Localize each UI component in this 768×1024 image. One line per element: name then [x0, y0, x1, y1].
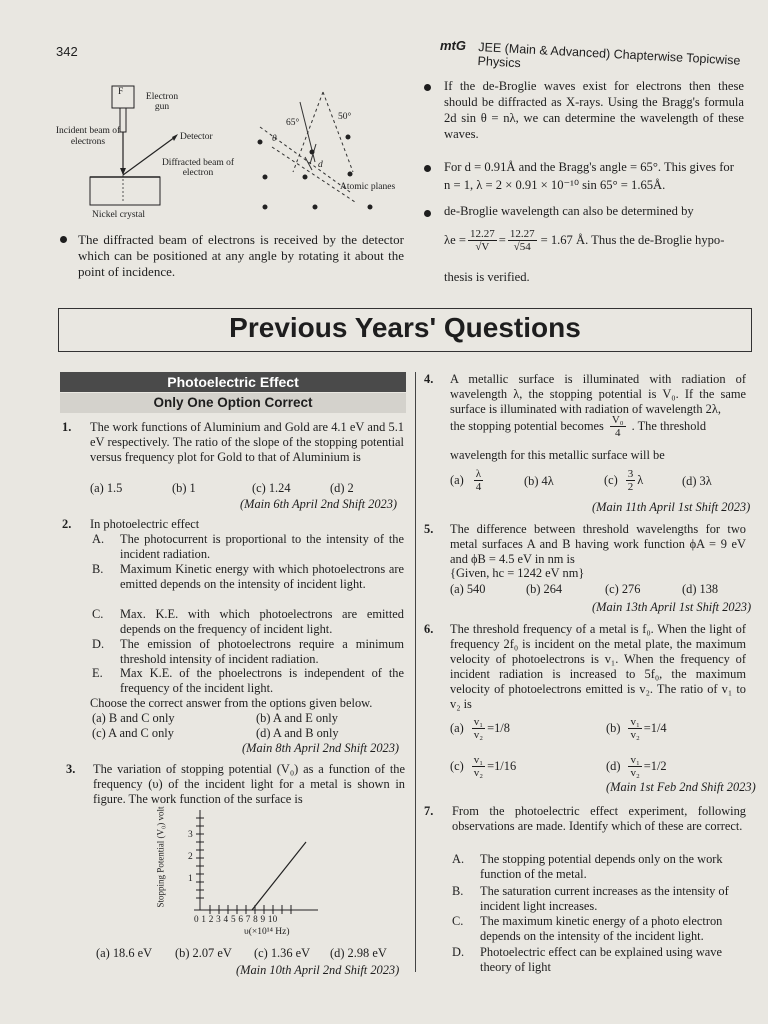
label-atomic-planes: Atomic planes [340, 182, 396, 192]
q7-stmt-B-label: B. [452, 884, 464, 898]
q6-b-value: 1/4 [650, 721, 667, 735]
q2-stmt-C: Max. K.E. with which photoelectrons are emitted depends on the frequency of incident light. [120, 607, 404, 636]
q6-option-a [450, 716, 510, 741]
q7-stmt-D-label: D. [452, 945, 465, 959]
q5-text: The difference between threshold wavelengths for two metal surfaces A and B having work function ϕA = 9 eV and ϕB = 4.5 eV in nm is [450, 522, 746, 566]
bullet-dot [424, 84, 431, 91]
q2-stmt-E-label: E. [92, 666, 103, 680]
q2-choose: Choose the correct answer from the options given below. [90, 696, 373, 710]
q1-option-c: (c) 1.24 [252, 481, 291, 495]
q2-stmt-E: Max K.E. of the phoelectrons is independent of the frequency of the incident light. [120, 666, 404, 695]
frac-num: v₁ [630, 754, 640, 766]
debroglie-equation [444, 228, 724, 253]
intro-right-bullet-2b: n = 1, λ = 2 × 0.91 × 10⁻¹⁰ sin 65° = 1.65Å. [444, 178, 666, 192]
q4-option-a [450, 468, 485, 493]
frac-num: v₁ [630, 716, 640, 728]
q2-stmt-D-label: D. [92, 637, 105, 651]
equals-sign: = [643, 721, 651, 735]
q4-text4: wavelength for this metallic surface will be [450, 448, 665, 462]
label-electron-gun: Electron gun [145, 92, 179, 112]
label-theta: θ [272, 134, 277, 144]
q4-number: 4. [424, 372, 434, 386]
q3-graph [155, 806, 328, 940]
q6-text: The threshold frequency of a metal is f₀. When the light of frequency 2f₀ is incident on the metal plate, the maximum velocity of photoelectrons is v₁. When the frequency of incident radiation is increased to 5f₀, the maximum velocity of photoelectrons emitted is v₂. The ratio of v₁ to v₂ is [450, 622, 746, 711]
q2-stmt-B: Maximum Kinetic energy with which photoelectrons are emitted depends on the intensity of incident light. [120, 562, 404, 591]
bullet-dot [424, 210, 431, 217]
q4-option-b: (b) 4λ [524, 474, 554, 488]
q6-ratio-frac [472, 716, 485, 741]
equation-rest: = 1.67 Å. Thus the de-Broglie hypo- [540, 233, 725, 247]
option-label: (d) [606, 759, 621, 773]
label-d: d [318, 160, 323, 170]
q2-intro: In photoelectric effect [90, 517, 200, 531]
label-F: F [118, 87, 124, 97]
q4-text2: the stopping potential becomes [450, 419, 604, 433]
graph-y1: 1 [188, 874, 193, 884]
label-detector: Detector [180, 132, 213, 142]
q2-source: (Main 8th April 2nd Shift 2023) [242, 741, 400, 755]
q5-option-a: (a) 540 [450, 582, 486, 596]
q6-option-b [606, 716, 667, 741]
option-label: (b) [606, 721, 621, 735]
q2-option-d: (d) A and B only [256, 726, 339, 740]
q3-text: The variation of stopping potential (V₀) as a function of the frequency (υ) of the incident light for a metal is shown in figure. The work function of the surface is [93, 762, 405, 806]
intro-right-bullet-3a: de-Broglie wavelength can also be determined by [444, 204, 694, 218]
equals-sign: = [643, 759, 651, 773]
q5-source: (Main 13th April 1st Shift 2023) [592, 600, 752, 614]
topic-header: Photoelectric Effect [60, 372, 406, 392]
frac-den: v₂ [473, 729, 484, 741]
q6-number: 6. [424, 622, 434, 636]
q2-option-b: (b) A and E only [256, 711, 338, 725]
label-angle-65: 65° [286, 118, 300, 128]
frac-den: 2 [627, 481, 634, 493]
q2-stmt-B-label: B. [92, 562, 104, 576]
intro-right-bullet-3b: thesis is verified. [444, 270, 530, 284]
q5-option-b: (b) 264 [526, 582, 563, 596]
frac-num: v₁ [473, 754, 484, 766]
q5-option-d: (d) 138 [682, 582, 719, 596]
q2-stmt-A-label: A. [92, 532, 105, 546]
q1-option-a: (a) 1.5 [90, 481, 123, 495]
q1-option-b: (b) 1 [172, 481, 196, 495]
bullet-dot [60, 236, 67, 243]
frac-den: √V [475, 241, 490, 253]
frac-num: 12.27 [469, 228, 495, 240]
bullet-dot [424, 165, 431, 172]
q6-d-value: 1/2 [650, 759, 667, 773]
equation-fraction-1 [468, 228, 497, 253]
q5-number: 5. [424, 522, 434, 536]
q7-stmt-D: Photoelectric effect can be explained using wave theory of light [480, 945, 722, 974]
q1-number: 1. [62, 420, 72, 434]
q1-source: (Main 6th April 2nd Shift 2023) [240, 497, 398, 511]
q2-stmt-A: The photocurrent is proportional to the intensity of the incident radiation. [120, 532, 404, 561]
graph-y3: 3 [188, 830, 193, 840]
label-incident-beam: Incident beam of electrons [55, 126, 121, 147]
q6-ratio-frac [472, 754, 485, 779]
option-label: (a) [450, 473, 464, 487]
q1-option-d: (d) 2 [330, 481, 354, 495]
q7-stmt-C-label: C. [452, 914, 464, 928]
equation-lhs: λe = [444, 233, 466, 247]
intro-right-bullet-2a: For d = 0.91Å and the Bragg's angle = 65°. This gives for [444, 160, 734, 174]
q4-c-fraction [626, 468, 636, 493]
option-label: (c) [450, 759, 464, 773]
q3-option-a: (a) 18.6 eV [96, 946, 153, 960]
graph-xlabel: υ(×10¹⁴ Hz) [244, 927, 290, 937]
q6-a-value: 1/8 [494, 721, 510, 735]
q6-option-c [450, 754, 516, 779]
q6-option-d [606, 754, 667, 779]
subtopic-header: Only One Option Correct [60, 393, 406, 413]
frac-den: 4 [614, 427, 621, 439]
q2-number: 2. [62, 517, 72, 531]
q6-c-value: 1/16 [494, 759, 517, 773]
q3-option-b: (b) 2.07 eV [175, 946, 232, 960]
q6-ratio-frac [628, 716, 641, 741]
q4-option-c [604, 468, 643, 493]
q3-option-c: (c) 1.36 eV [254, 946, 311, 960]
graph-xticks: 0 1 2 3 4 5 6 7 8 9 10 [194, 914, 278, 924]
q7-number: 7. [424, 804, 434, 818]
q7-stmt-C: The maximum kinetic energy of a photo electron depends on the intensity of the incident light. [480, 914, 723, 943]
q7-text: From the photoelectric effect experiment, following observations are made. Identify which of these are correct. [452, 804, 746, 833]
q4-line2 [450, 414, 750, 439]
graph-ylabel: Stopping Potential (V₀) volt [155, 806, 166, 908]
q6-ratio-frac [628, 754, 641, 779]
option-label: (c) [604, 473, 618, 487]
frac-den: v₂ [473, 767, 484, 779]
q4-fraction [610, 414, 626, 439]
frac-num: 12.27 [509, 228, 535, 240]
label-nickel-crystal: Nickel crystal [92, 210, 146, 220]
graph-y2: 2 [188, 852, 193, 862]
equation-fraction-2 [508, 228, 537, 253]
q2-option-a: (a) B and C only [92, 711, 175, 725]
q7-stmt-A: The stopping potential depends only on the work function of the metal. [480, 852, 723, 881]
q2-stmt-C-label: C. [92, 607, 104, 621]
q4-source: (Main 11th April 1st Shift 2023) [592, 500, 751, 514]
page-number: 342 [56, 44, 78, 59]
frac-den: 4 [475, 481, 482, 493]
frac-den: v₂ [630, 729, 640, 741]
q7-stmt-B: The saturation current increases as the intensity of incident light increases. [480, 884, 729, 913]
pyq-title: Previous Years' Questions [229, 312, 581, 343]
label-diffracted-beam: Diffracted beam of electron [161, 158, 235, 178]
q4-text1: A metallic surface is illuminated with radiation of wavelength λ, the stopping potential is V₀. If the same surface is illuminated with radiation of wavelength 2λ, [450, 372, 746, 416]
header-brand: mtG [440, 38, 466, 53]
column-divider [415, 372, 416, 972]
frac-num: 3 [627, 468, 634, 480]
q3-source: (Main 10th April 2nd Shift 2023) [236, 963, 400, 977]
q4-text3: . The threshold [631, 419, 707, 433]
option-label: (a) [450, 721, 464, 735]
frac-den: √54 [513, 241, 531, 253]
q6-source: (Main 1st Feb 2nd Shift 2023) [606, 780, 756, 794]
frac-den: v₂ [630, 767, 640, 779]
diagram-lines [50, 82, 410, 224]
q2-stmt-D: The emission of photoelectrons require a minimum threshold intensity of incident radiation. [120, 637, 404, 666]
q4-a-fraction [474, 468, 483, 493]
q7-stmt-A-label: A. [452, 852, 465, 866]
intro-left-bullet: The diffracted beam of electrons is received by the detector which can be positioned at any angle by rotating it about the point of incidence. [78, 232, 404, 279]
q2-option-c: (c) A and C only [92, 726, 174, 740]
q3-number: 3. [66, 762, 76, 776]
frac-num: V₀ [611, 414, 624, 426]
equals-sign: = [487, 759, 495, 773]
davisson-germer-diagram [50, 82, 410, 224]
equals-sign: = [487, 721, 495, 735]
q5-given: {Given, hc = 1242 eV nm} [450, 566, 585, 580]
q4-c-tail: λ [637, 473, 644, 487]
q1-text: The work functions of Aluminium and Gold are 4.1 eV and 5.1 eV respectively. The ratio of the slope of the stopping potential versus frequency plot for Gold to that of Aluminium is [90, 420, 404, 464]
header-title: JEE (Main & Advanced) Chapterwise Topicwise Physics [477, 40, 741, 71]
frac-num: v₁ [473, 716, 484, 728]
intro-right-bullet-1: If the de-Broglie waves exist for electrons then these should be diffracted as X-rays. Using the Bragg's formula 2d sin θ = nλ, we can determine the wavelength of these waves. [444, 79, 744, 141]
frac-num: λ [475, 468, 482, 480]
q5-option-c: (c) 276 [605, 582, 641, 596]
q3-option-d: (d) 2.98 eV [330, 946, 387, 960]
equals-sign: = [498, 233, 506, 247]
q4-option-d: (d) 3λ [682, 474, 712, 488]
label-angle-50: 50° [338, 112, 352, 122]
